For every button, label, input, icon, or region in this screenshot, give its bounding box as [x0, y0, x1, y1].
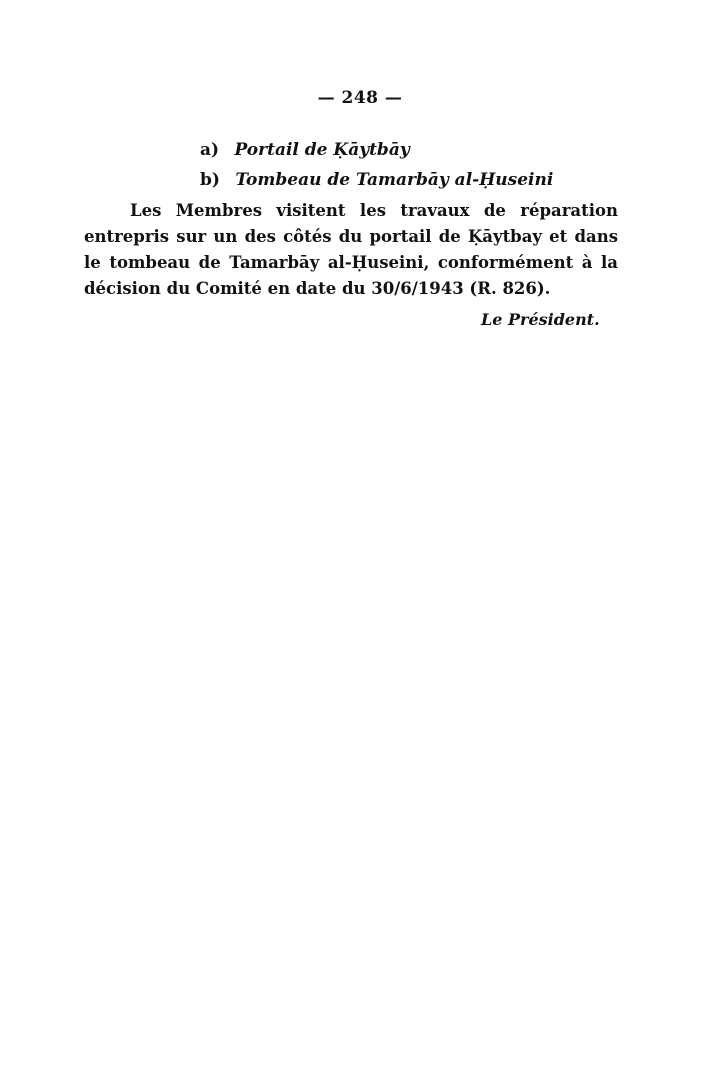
list-item-tombeau [200, 170, 553, 190]
list-item-portail [200, 140, 410, 160]
list-marker: a) [200, 140, 220, 160]
body-paragraph: Les Membres visitent les travaux de réparation entrepris sur un des côtés du portail de Ḳāytbay et dans le tombeau de Tamarbāy al-Ḥuseini, conformément à la décision du Comité en date du 30/6/1943 (R. 826). [84, 201, 618, 298]
list-item-title: Tombeau de Tamarbāy al-Ḥuseini [235, 170, 554, 190]
page-number: — 248 — [317, 88, 403, 108]
list-item-title: Portail de Ḳāytbāy [234, 140, 410, 160]
signature: Le Président. [481, 310, 600, 329]
list-marker: b) [200, 170, 220, 190]
